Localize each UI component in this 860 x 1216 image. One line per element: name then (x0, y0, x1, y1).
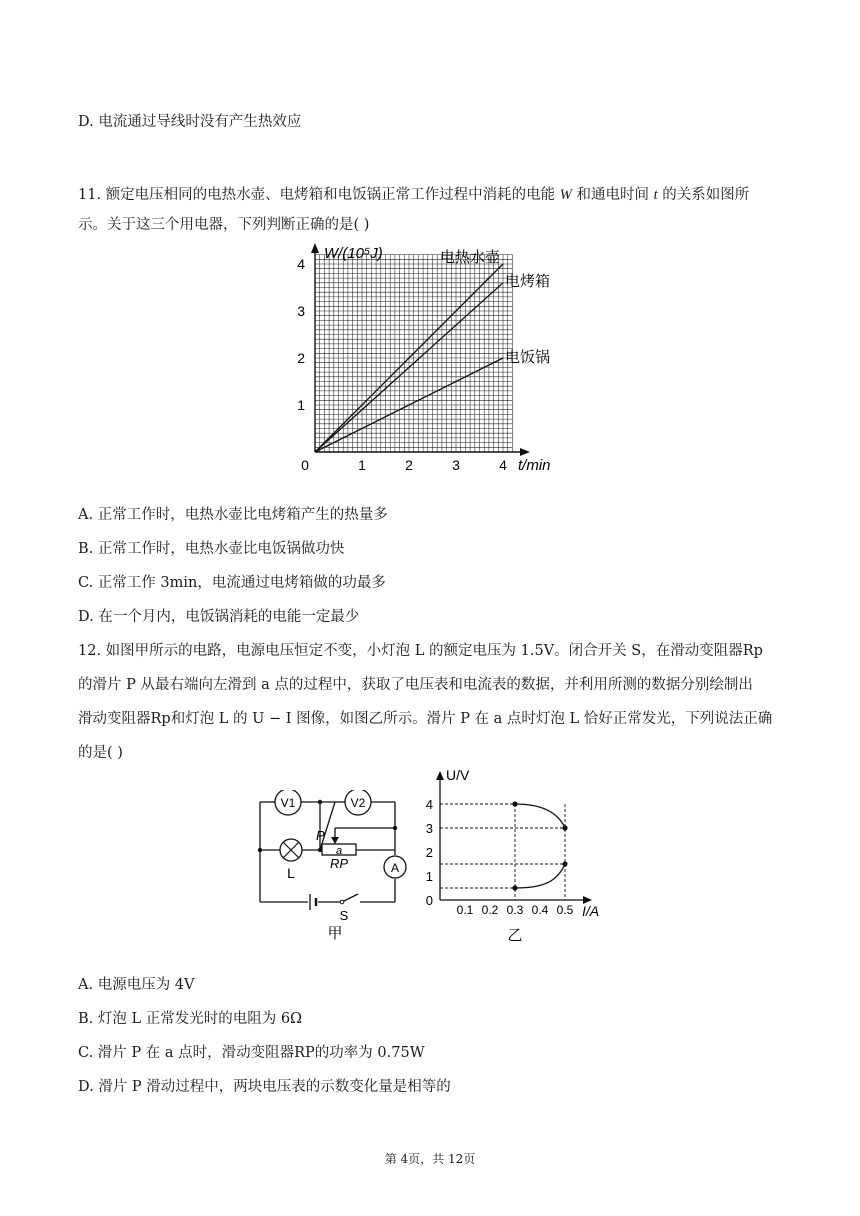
q12-lamp-curve (515, 864, 565, 888)
circuit-caption: 甲 (327, 925, 343, 942)
q12-stem-line3: 滑动变阻器Rp和灯泡 L 的 U − I 图像，如图乙所示。滑片 P 在 a 点时灯泡 L 恰好正常发光，下列说法正确 (78, 711, 773, 727)
q12-x-tick: 0.2 (481, 903, 499, 917)
q12-option-a: A. 电源电压为 4V (78, 977, 195, 993)
q12-guide-lines (440, 804, 565, 900)
q11-x-arrow (520, 448, 530, 456)
q12-rheostat-curve (515, 804, 565, 828)
slider-arrow (331, 837, 339, 844)
q11-y-arrow (311, 243, 319, 253)
svg-text:L: L (287, 865, 295, 881)
q12-data-points (512, 801, 567, 890)
q11-series-label: 电烤箱 (505, 272, 551, 290)
q11-x-tick: 4 (499, 457, 507, 473)
q12-point (512, 885, 517, 890)
q11-series-label: 电饭锅 (505, 349, 551, 366)
svg-text:V1: V1 (280, 796, 296, 810)
svg-text:RP: RP (330, 856, 349, 871)
q12-y-tick: 2 (425, 845, 433, 860)
q11-x-tick: 1 (358, 457, 366, 473)
q11-series-labels (440, 248, 550, 366)
q12-option-d: D. 滑片 P 滑动过程中，两块电压表的示数变化量是相等的 (78, 1079, 451, 1095)
svg-text:A: A (390, 861, 400, 875)
q12-x-tick: 0.3 (506, 903, 524, 917)
q12-point (562, 861, 567, 866)
svg-text:a: a (336, 845, 343, 857)
q12-y-axis-label: U/V (446, 767, 470, 783)
q11-x-axis-label: t/min (518, 457, 551, 474)
q12-tick-labels (426, 797, 574, 917)
q11-x-tick: 0 (301, 457, 309, 473)
q11-y-axis-label: W/(10⁵J) (324, 245, 383, 262)
q11-series-label: 电热水壶 (440, 249, 501, 266)
q12-x-tick: 0.1 (456, 903, 474, 917)
q12-option-c: C. 滑片 P 在 a 点时，滑动变阻器RP的功率为 0.75W (78, 1045, 425, 1061)
q11-x-tick: 3 (452, 457, 460, 473)
q12-x-tick: 0.5 (556, 903, 574, 917)
q12-point (512, 801, 517, 806)
q11-chart (290, 238, 580, 478)
q11-option-d: D. 在一个月内，电饭锅消耗的电能一定最少 (78, 609, 360, 625)
q12-stem-line2: 的滑片 P 从最右端向左滑到 a 点的过程中，获取了电压表和电流表的数据，并利用所测的数据分别绘制出 (78, 677, 753, 693)
circuit-diagram (250, 790, 420, 950)
svg-text:S: S (339, 908, 349, 923)
q12-y-tick: 3 (425, 821, 433, 836)
q12-chart (420, 766, 620, 950)
q12-y-tick: 0 (425, 893, 433, 908)
q11-stem-line1: 11. 额定电压相同的电热水壶、电烤箱和电饭锅正常工作过程中消耗的电能 W 和通电时间 t 的关系如图所 (78, 187, 750, 203)
q11-option-b: B. 正常工作时，电热水壶比电饭锅做功快 (78, 541, 345, 557)
q11-y-tick: 3 (297, 303, 305, 319)
q11-x-tick: 2 (405, 457, 413, 473)
svg-text:V2: V2 (350, 796, 366, 810)
q11-y-tick: 1 (297, 397, 305, 413)
q12-y-tick: 1 (425, 869, 433, 884)
q11-y-tick: 4 (297, 256, 305, 272)
prev-option-d: D. 电流通过导线时没有产生热效应 (78, 114, 302, 130)
q12-stem-line1: 12. 如图甲所示的电路，电源电压恒定不变，小灯泡 L 的额定电压为 1.5V。闭合开关 S，在滑动变阻器Rp (78, 643, 763, 659)
q12-point (562, 825, 567, 830)
q11-stem-line2: 示。关于这三个用电器，下列判断正确的是( ) (78, 217, 370, 233)
q12-caption: 乙 (507, 927, 523, 944)
q12-option-b: B. 灯泡 L 正常发光时的电阻为 6Ω (78, 1011, 303, 1027)
q12-stem-line4: 的是( ) (78, 745, 123, 761)
q11-option-a: A. 正常工作时，电热水壶比电烤箱产生的热量多 (78, 507, 388, 523)
q12-y-tick: 4 (425, 797, 433, 812)
q11-option-c: C. 正常工作 3min，电流通过电烤箱做的功最多 (78, 575, 386, 591)
q12-x-axis-label: I/A (582, 903, 600, 919)
q12-x-tick: 0.4 (531, 903, 549, 917)
page-footer: 第 4页，共 12页 (384, 1152, 476, 1166)
svg-text:P: P (316, 828, 325, 843)
q11-y-tick: 2 (297, 350, 305, 366)
